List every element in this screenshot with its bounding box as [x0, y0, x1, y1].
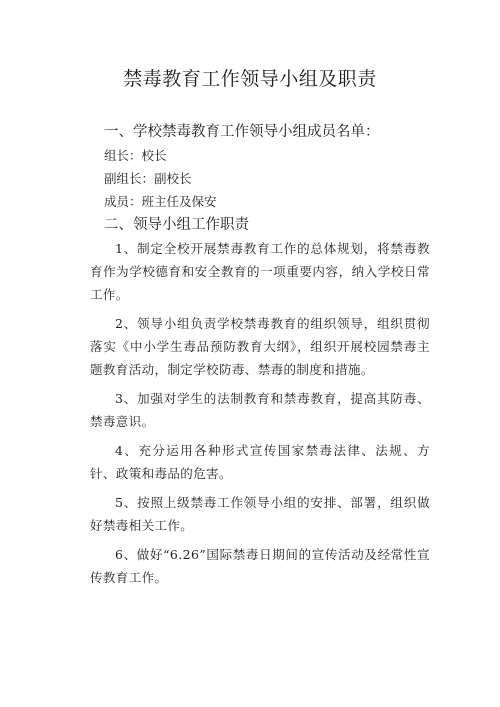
member-deputy-leader: 副组长：副校长: [104, 171, 192, 186]
duty-item-5: 5、按照上级禁毒工作领导小组的安排、部署，组织做好禁毒相关工作。: [90, 495, 430, 533]
section2-heading: 二、领导小组工作职责: [104, 217, 249, 233]
section1-heading: 一、学校禁毒教育工作领导小组成员名单：: [104, 124, 380, 140]
document-body: [90, 120, 430, 595]
duty-item-1: 1、制定全校开展禁毒教育工作的总体规划，将禁毒教育作为学校德育和安全教育的一项重要内容，纳入学校日常工作。: [90, 241, 430, 302]
duty-item-3: 3、加强对学生的法制教育和禁毒教育，提高其防毒、禁毒意识。: [90, 391, 430, 429]
document-title: 禁毒教育工作领导小组及职责: [123, 68, 377, 90]
duty-item-6: 6、做好“6.26”国际禁毒日期间的宣传活动及经常性宣传教育工作。: [90, 547, 430, 585]
member-leader: 组长：校长: [104, 148, 167, 163]
member-members: 成员：班主任及保安: [104, 194, 217, 209]
duty-item-2: 2、领导小组负责学校禁毒教育的组织领导，组织贯彻落实《中小学生毒品预防教育大纲》，组织开展校园禁毒主题教育活动，制定学校防毒、禁毒的制度和措施。: [90, 316, 430, 377]
duty-item-4: 4、充分运用各种形式宣传国家禁毒法律、法规、方针、政策和毒品的危害。: [90, 443, 430, 481]
